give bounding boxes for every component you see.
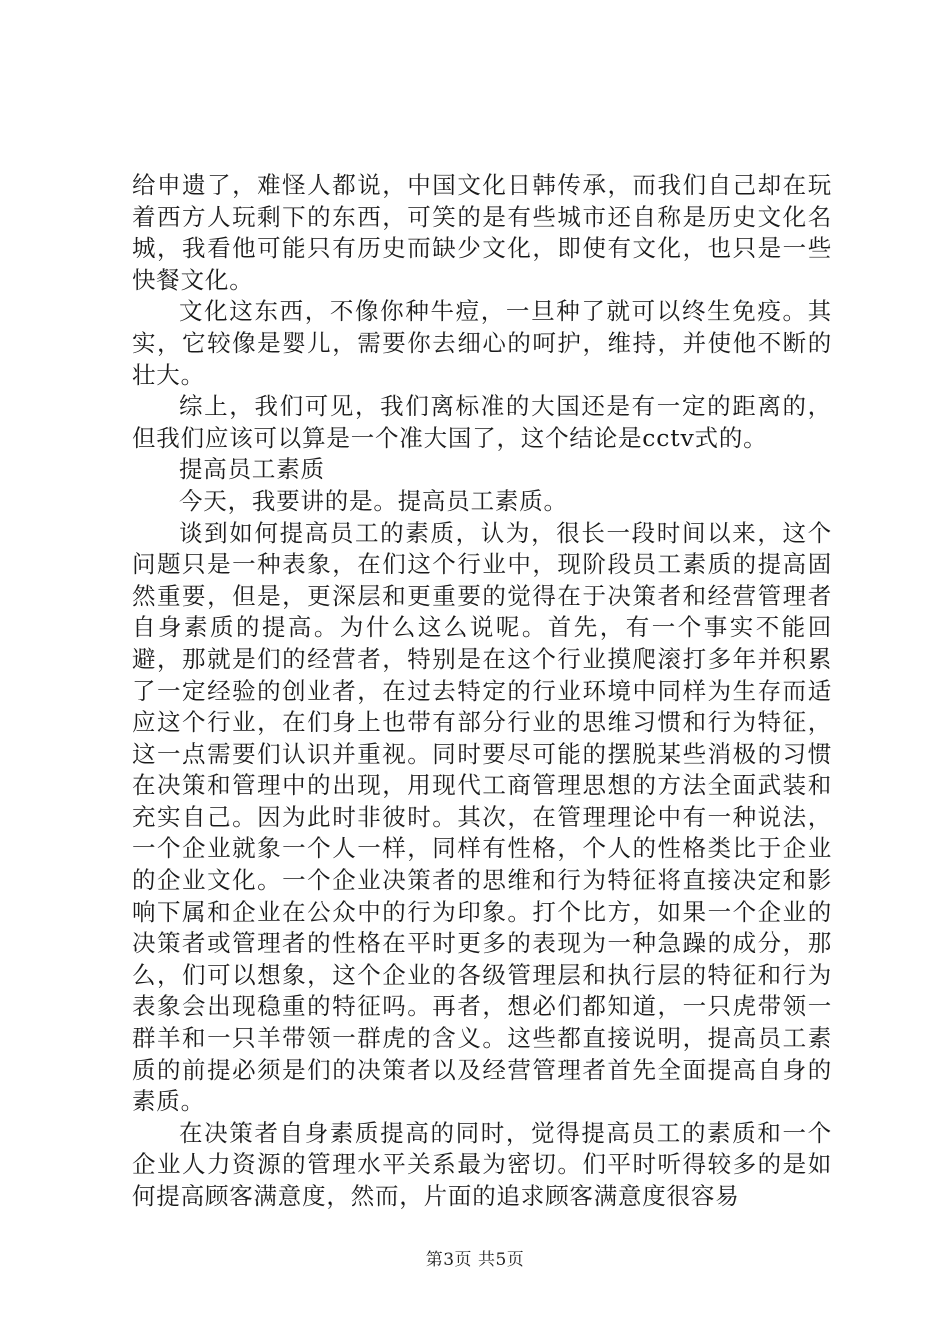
paragraph-7: 在决策者自身素质提高的同时，觉得提高员工的素质和一个企业人力资源的管理水平关系最为密切。们平时听得较多的是如何提高顾客满意度，然而，片面的追求顾客满意度很容易: [132, 1118, 832, 1210]
section-heading: 提高员工素质: [179, 455, 325, 484]
page-footer: 第3页 共5页: [425, 1250, 525, 1270]
paragraph-5: 今天，我要讲的是。提高员工素质。: [179, 486, 568, 515]
paragraph-2: 文化这东西，不像你种牛痘，一旦种了就可以终生免疫。其实，它较像是婴儿，需要你去细心的呵护，维持，并使他不断的壮大。: [132, 297, 832, 389]
paragraph-6: 谈到如何提高员工的素质，认为，很长一段时间以来，这个问题只是一种表象，在们这个行业中，现阶段员工素质的提高固然重要，但是，更深层和更重要的觉得在于决策者和经营管理者自身素质的提高。为什么这么说呢。首先，有一个事实不能回避，那就是们的经营者，特别是在这个行业摸爬滚打多年并积累了一定经验的创业者，在过去特定的行业环境中同样为生存而适应这个行业，在们身上也带有部分行业的思维习惯和行为特征，这一点需要们认识并重视。同时要尽可能的摆脱某些消极的习惯在决策和管理中的出现，用现代工商管理思想的方法全面武装和充实自己。因为此时非彼时。其次，在管理理论中有一种说法，一个企业就象一个人一样，同样有性格，个人的性格类比于企业的企业文化。一个企业决策者的思维和行为特征将直接决定和影响下属和企业在公众中的行为印象。打个比方，如果一个企业的决策者或管理者的性格在平时更多的表现为一种急躁的成分，那么，们可以想象，这个企业的各级管理层和执行层的特征和行为表象会出现稳重的特征吗。再者，想必们都知道，一只虎带领一群羊和一只羊带领一群虎的含义。这些都直接说明，提高员工素质的前提必须是们的决策者以及经营管理者首先全面提高自身的素质。: [132, 518, 832, 1116]
paragraph-3: 综上，我们可见，我们离标准的大国还是有一定的距离的，但我们应该可以算是一个准大国了，这个结论是cctv式的。: [132, 392, 832, 452]
paragraph-1: 给申遗了，难怪人都说，中国文化日韩传承，而我们自己却在玩着西方人玩剩下的东西，可笑的是有些城市还自称是历史文化名城，我看他可能只有历史而缺少文化，即使有文化，也只是一些快餐文化。: [132, 171, 832, 294]
document-body: [132, 170, 832, 1213]
